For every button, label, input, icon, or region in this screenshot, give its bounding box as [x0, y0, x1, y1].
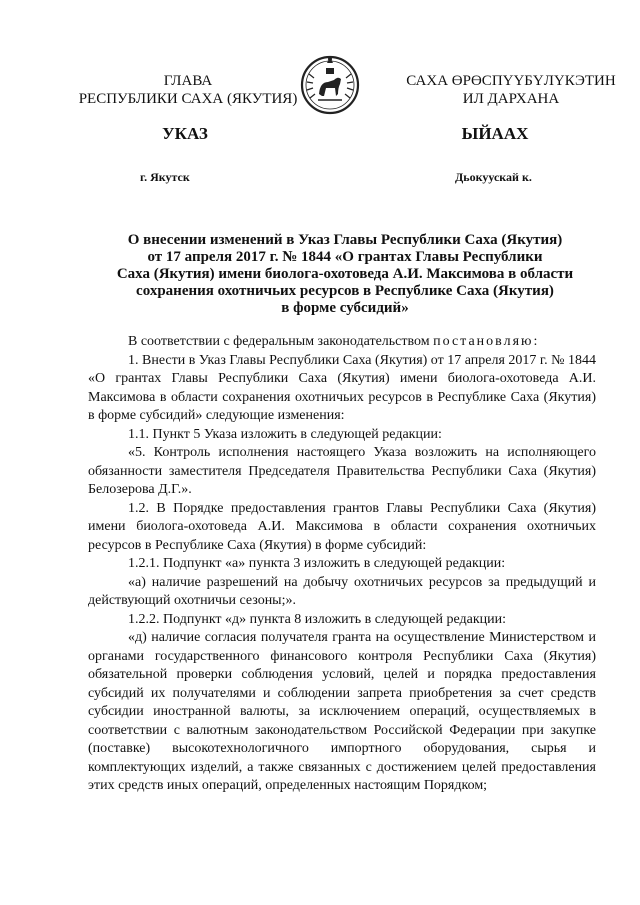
header-left [78, 72, 298, 108]
doc-type-yakut: ЫЙААХ [461, 124, 529, 143]
city-yakut: Дьокуускай к. [455, 170, 532, 184]
body-paragraph: 1.2.2. Подпункт «д» пункта 8 изложить в следующей редакции: [128, 611, 507, 627]
document-title [105, 232, 585, 317]
body-paragraph: «5. Контроль исполнения настоящего Указа возложить на исполняющего обязанности заместителя Председателя Правительства Республики Саха (Якутия) Белозерова Д.Г.». [88, 445, 596, 497]
title-line: Саха (Якутия) имени биолога-охотоведа А.И. Максимова в области [116, 266, 574, 282]
preamble-text: В соответствии с федеральным законодательством [128, 334, 430, 349]
title-line: О внесении изменений в Указ Главы Республики Саха (Якутия) [127, 232, 563, 248]
body-paragraph: 1.1. Пункт 5 Указа изложить в следующей редакции: [128, 426, 442, 442]
header-right [386, 72, 636, 108]
title-line: сохранения охотничьих ресурсов в Республике Саха (Якутия) [136, 283, 554, 299]
header-left-line2: РЕСПУБЛИКИ САХА (ЯКУТИЯ) [78, 91, 298, 107]
header-left-line1: ГЛАВА [163, 73, 213, 89]
preamble-paragraph [88, 333, 596, 352]
body-paragraph: 1.2. В Порядке предоставления грантов Главы Республики Саха (Якутия) имени биолога-охотоведа А.И. Максимова в области сохранения охотничьих ресурсов в Республике Саха (Якутия) в форме субсидий: [88, 500, 596, 553]
resolve-word: постановляю: [433, 334, 540, 349]
document-body [88, 333, 596, 796]
header-right-line2: ИЛ ДАРХАНА [462, 91, 560, 107]
city-russian: г. Якутск [140, 170, 190, 184]
header-right-line1: САХА ӨРӨСПҮҮБҮЛҮКЭТИН [406, 73, 616, 89]
doc-type-russian: УКАЗ [162, 124, 208, 143]
title-line: в форме субсидий» [281, 300, 409, 316]
coat-of-arms-emblem [300, 52, 360, 116]
body-paragraph: «а) наличие разрешений на добычу охотничьих ресурсов за предыдущий и действующий охотничьи сезоны;». [88, 574, 596, 608]
body-paragraph: «д) наличие согласия получателя гранта на осуществление Министерством и органами государственного финансового контроля Республики Саха (Якутия) обязательной проверки соблюдения условий, целей и порядка предоставления субсидий их получателями и соблюдении запрета приобретения за счет средств субсидии иностранной валюты, за исключением операций, осуществляемых в соответствии с валютным законодательством Российской Федерации при закупке (поставке) высокотехнологичного импортного оборудования, сырья и комплектующих изделий, а также связанных с достижением целей предоставления этих средств иных операций, определенных настоящим Порядком; [88, 630, 596, 793]
body-paragraph: 1.2.1. Подпункт «а» пункта 3 изложить в следующей редакции: [128, 556, 506, 571]
title-line: от 17 апреля 2017 г. № 1844 «О грантах Главы Республики [147, 249, 543, 265]
body-paragraph: 1. Внести в Указ Главы Республики Саха (Якутия) от 17 апреля 2017 г. № 1844 «О грантах Главы Республики Саха (Якутия) имени биолога-охотоведа А.И. Максимова в области сохранения охотничьих ресурсов в Республике Саха (Якутия) в форме субсидий» следующие изменения: [88, 352, 596, 423]
